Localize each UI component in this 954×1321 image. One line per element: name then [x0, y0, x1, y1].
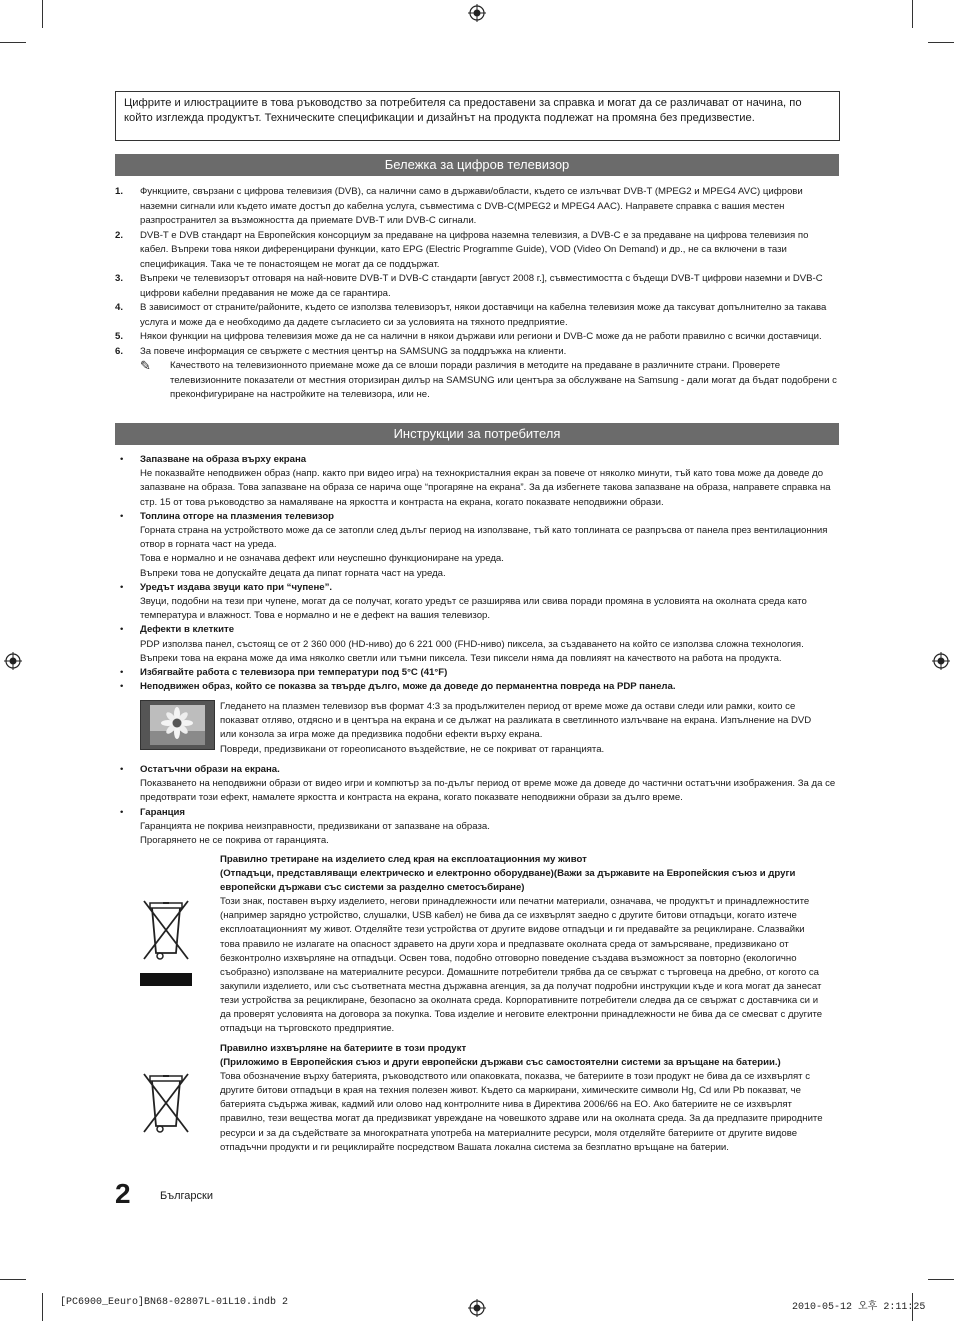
list-item	[115, 763, 839, 806]
user-instructions-list	[115, 453, 839, 694]
note-text: Качеството на телевизионното приемане може да се влоши поради различия в методите на предаване в различните страни. Проверете телевизионните показатели от местния оторизиран дилър на SAMSUNG или центъра за обслужване на Samsung - дали могат да бъдат подобрени с преконфигуриране на настройките на телевизора, или не.	[170, 360, 837, 400]
note	[140, 359, 839, 403]
list-item	[115, 666, 839, 680]
section-header-digital-tv: Бележка за цифров телевизор	[115, 154, 839, 176]
item-text: Функциите, свързани с цифрова телевизия (DVB), са налични само в държави/области, където се излъчват DVB-T (MPEG2 и MPEG4 AVC) цифрови наземни сигнали или където имате достъп до кабелна услуга, съвместима с DVB-C(MPEG2 и MPEG4 AAC). Направете справка с вашия местен разпространител за възможността да приемате DVB-T или DVB-C сигнали.	[140, 186, 803, 226]
list-item	[115, 453, 839, 510]
crop-mark	[0, 1279, 26, 1280]
registration-mark-icon	[468, 4, 486, 22]
disclaimer-box: Цифрите и илюстрациите в това ръководство за потребителя са предоставени за справка и могат да се различават от начина, по който изглежда продуктът. Техническите спецификации и дизайнът на продукта подлежат на промяна без предизвестие.	[115, 91, 840, 141]
bullet-icon: •	[120, 624, 124, 636]
list-item	[115, 581, 839, 624]
crop-mark	[42, 1293, 43, 1321]
item-body: Гаранцията не покрива неизправности, предизвикани от запазване на образа. Прогарянето не се покрива от гаранцията.	[140, 820, 490, 847]
item-text: За повече информация се свържете с местния център на SAMSUNG за поддръжка на клиенти.	[140, 345, 567, 357]
item-number: 2.	[115, 229, 124, 241]
registration-mark-icon	[4, 652, 22, 670]
item-title: Уредът издава звуци като при “чупене”.	[140, 581, 333, 593]
battery-title: Правилно изхвърляне на батериите в този продукт	[220, 1043, 467, 1054]
item-text: DVB-T е DVB стандарт на Европейския консорциум за предаване на цифрова наземна телевизия, а DVB-C е за предаване на цифрова телевизия по кабел. Въпреки това някои диференцирани функции, като EPG (Electric Programme Guide), VOD (Video On Demand) и др., не са включени в тази спецификация. Така че те понастоящем не могат да се поддържат.	[140, 229, 809, 270]
item-title: Остатъчни образи на екрана.	[140, 764, 280, 775]
crossed-battery-bin-icon	[136, 1068, 196, 1146]
list-item	[115, 272, 839, 301]
note-pencil-icon: ✎	[140, 358, 151, 373]
weee-section	[220, 853, 825, 1036]
list-item	[115, 229, 839, 273]
crop-mark	[0, 42, 26, 43]
bullet-icon: •	[120, 510, 124, 522]
item-body: Звуци, подобни на тези при чупене, могат да се получат, когато уредът се разширява или свива поради промяна в условията на околната среда като температура и влажност. Това е нормално и не е дефект на вашия телевизор.	[140, 596, 807, 622]
item-body: PDP използва панел, състоящ се от 2 360 000 (HD-ниво) до 6 221 000 (FHD-ниво) пиксела, за създаването на който се използва сложна технология. Въпреки това на екрана може да има няколко светли или тъмни пиксела. Тези пиксели няма да повлияят на качеството на работа на продукта.	[140, 638, 804, 664]
bullet-icon: •	[120, 667, 124, 679]
item-number: 4.	[115, 302, 124, 313]
weee-body: Този знак, поставен върху изделието, негови принадлежности или печатни материали, означава, че продуктът и принадлежностите (например зарядно устройство, слушалки, USB кабел) не бива да се изхвърлят заедно с другите битови отпадъци, когато изтече експлоатационният му живот. Отделяйте тези устройства от другите видове отпадъци и ги предавайте за рециклиране. Слазвайки това правило не излагате на опасност здравето на други хора и предпазвате околната среда от замърсяване, предизвикано от безконтролно изхвърляне на отпадъци. Освен това, подобно отговорно поведение създава възможност за повторно (екологично съобразно) използване на материалните ресурси. Домашните потребители трябва да се свържат с търговеца на дребно, от когото са закупили изделието, или със съответната местна държавна агенция, за да получат подробни инструкции къде и кога могат да занесат тези устройства за рециклиране, безопасно за околната среда. Корпоративните потребители следва да се свържат с доставчика си и да проверят условията на договора за покупка. Това изделие и неговите електронни принадлежности не бива да се смесват с другите отпадъци на търговското предприятие.	[220, 896, 823, 1035]
bullet-icon: •	[120, 806, 124, 818]
list-item	[115, 330, 839, 345]
item-title: Неподвижен образ, който се показва за твърде дълго, може да доведе до перманентна повреда на PDP панела.	[140, 681, 676, 693]
registration-mark-icon	[932, 652, 950, 670]
item-title: Гаранция	[140, 806, 186, 818]
weee-title: Правилно третиране на изделието след края на експлоатационния му живот	[220, 854, 587, 865]
print-slug-date: 2010-05-12 오후 2:11:25	[792, 1302, 926, 1313]
item-text: Въпреки че телевизорът отговаря на най-новите DVB-T и DVB-C стандарти [август 2008 г.], съвместимостта с бъдещи DVB-T цифрови наземни и DVB-C цифрови кабелни предавания не може да се гарантира.	[140, 273, 823, 299]
item-body: Не показвайте неподвижен образ (напр. както при видео игра) на технокристалния екран за повече от няколко минути, тъй като това може да доведе до запазване на образа. Това запазване на образа се нарича още “прогаряне на екрана”. За да избегнете такова запазване на образа, направете справка на стр. 15 от това ръководство за намаляване на яркостта и контраста на екрана, когато показвате неподвижни образи.	[140, 468, 831, 508]
crop-mark	[42, 0, 43, 28]
section-header-user-instructions: Инструкции за потребителя	[115, 423, 839, 445]
item-text: В зависимост от страните/районите, където се използва телевизорът, някои доставчици на кабелна телевизия може да таксуват допълнително за такава услуга и може да е необходимо да дадете съгласието си за условията на тяхното предприятие.	[140, 302, 827, 328]
item-number: 5.	[115, 331, 124, 342]
item-number: 3.	[115, 273, 124, 284]
crop-mark	[928, 1279, 954, 1280]
list-item	[115, 680, 839, 694]
bullet-icon: •	[120, 764, 124, 775]
battery-section	[220, 1042, 825, 1155]
list-item	[115, 510, 839, 581]
crossed-bin-icon	[136, 895, 196, 987]
item-number: 1.	[115, 186, 124, 197]
print-slug-file: [PC6900_Eeuro]BN68-02807L-01L10.indb 2	[60, 1297, 289, 1308]
weee-subtitle: (Отпадъци, представляващи електрическо и електронно оборудване)(Важи за държавите на Европейския съюз и други европейски държави със системи за разделно сметосъбиране)	[220, 868, 796, 894]
digital-tv-list	[115, 185, 839, 403]
item-body: Показването на неподвижни образи от видео игри и компютър за по-дълъг период от време може да доведе до частични остатъчни изображения. За да се предотврати този ефект, намалете яркостта и контраста на екрана, когато показвате неподвижни образи за дълго време.	[140, 778, 836, 804]
bullet-icon: •	[120, 681, 124, 693]
battery-subtitle: (Приложимо в Европейския съюз и други европейски държави със самостоятелни системи за връщане на батерии.)	[220, 1057, 781, 1069]
list-item	[115, 623, 839, 666]
list-item	[115, 301, 839, 330]
item-body: Горната страна на устройството може да се затопли след дълъг период на използване, тъй като топлината се разпръсва от панела през вентилационния отвор в горната част на уреда. Това е нормално и не означава дефект или неуспешно функциониране на уреда. Въпреки това не допускайте децата да пипат горната част на уреда.	[140, 525, 828, 579]
item-title: Топлина отгоре на плазмения телевизор	[140, 510, 335, 522]
page-language: Български	[160, 1190, 213, 1202]
item-title: Избягвайте работа с телевизора при температури под 5°C (41°F)	[140, 667, 448, 679]
list-item	[115, 345, 839, 360]
page-number: 2	[115, 1178, 131, 1209]
list-item	[115, 806, 839, 849]
bullet-icon: •	[120, 581, 124, 593]
item-title: Запазване на образа върху екрана	[140, 454, 307, 465]
tv-screen-image	[140, 700, 215, 750]
item-title: Дефекти в клетките	[140, 624, 235, 636]
user-instructions-list-2	[115, 763, 839, 848]
crop-mark	[928, 42, 954, 43]
bullet-icon: •	[120, 454, 124, 465]
registration-mark-icon	[468, 1299, 486, 1317]
battery-body: Това обозначение върху батерията, ръководството или опаковката, показва, че батериите в този продукт не бива да се изхвърлят с другите битови отпадъци в края на техния полезен живот. Където са маркирани, химическите символи Hg, Cd или Pb показват, че батерията съдържа живак, кадмий или олово над контролните нива в Директива 2006/66 на ЕО. Ако батериите не се изхвърлят правилно, тези вещества могат да предизвикат увреждане на човешкото здраве или на околната среда. За да предпазите природните ресурси и за да съдействате за многократната употреба на материалните ресурси, моля отделяйте батериите от другите видове отпадъчни продукти и ги рециклирайте посредством Вашата локална система за безплатно връщане на батерии.	[220, 1071, 823, 1153]
flower-image-icon	[150, 705, 205, 745]
list-item	[115, 185, 839, 229]
crop-mark	[912, 0, 913, 28]
image-caption-warranty: Повреди, предизвикани от гореописаното въздействие, не се покриват от гаранцията.	[220, 743, 605, 755]
item-number: 6.	[115, 345, 124, 357]
image-caption: Гледането на плазмен телевизор във формат 4:3 за продължителен период от време може да остави следи или рамки, които се показват отляво, отдясно и в центъра на екрана и се дължат на разликата в светлинното излъчване на екрана. Изпълнение на DVD или конзола за игра може да предизвика подобни ефекти върху екрана.	[220, 701, 812, 741]
item-text: Някои функции на цифрова телевизия може да не са налични в някои държави или региони и DVB-C може да не работи правилно с всички доставчици.	[140, 331, 822, 342]
